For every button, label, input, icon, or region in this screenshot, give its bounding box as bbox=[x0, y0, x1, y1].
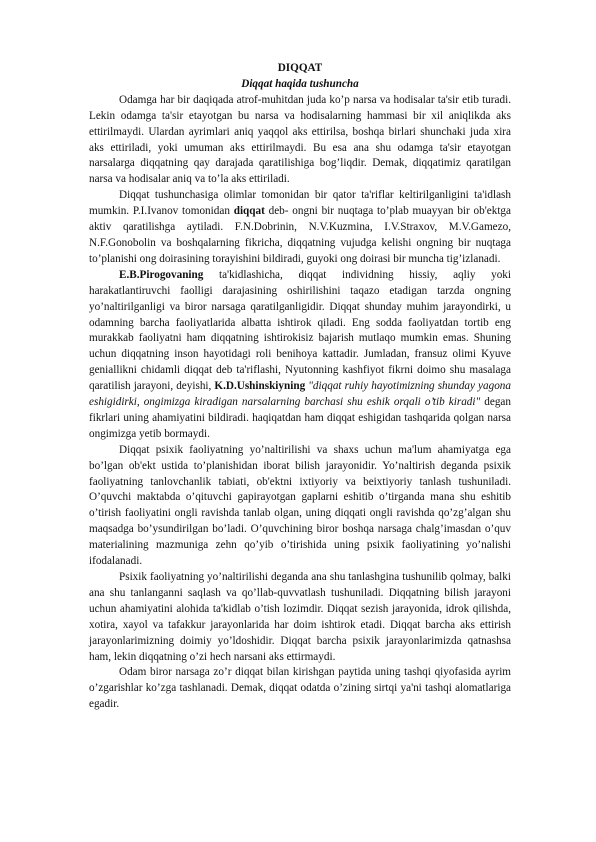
paragraph-1: Odamga har bir daqiqada atrof-muhitdan juda ko’p narsa va hodisalar ta'sir etib turadi. Lekin odamga ta'sir etayotgan bu narsa va hodisalarning hammasi bir xil aniqlikda aks ettirilmaydi. Ulardan ayrimlari aniq yaqqol aks ettirilsa, boshqa birlari shunchaki juda xira aks ettiriladi, yoki umuman aks ettirilmaydi. Bu esa ana shu odamga ta'sir etayotgan narsalarga diqqatning qay darajada qaratilishiga bog’liqdir. Demak, diqqatimiz qaratilgan narsa va hodisalar aniq va to’la aks ettiriladi. bbox=[89, 93, 511, 186]
paragraph-6: Odam biror narsaga zo’r diqqat bilan kirishgan paytida uning tashqi qiyofasida ayrim o’zgarishlar ko’zga tashlanadi. Demak, diqqat odatda o’zining sirtqi ya'ni tashqi alomatlariga egadir. bbox=[89, 666, 511, 711]
document-page bbox=[89, 61, 511, 713]
paragraph-2-text-a: Diqqat tushunchasiga olimlar tomonidan bir qator ta'riflar keltirilganligini ta'idlash mumkin. P.I.Ivanov tomonidan bbox=[89, 189, 511, 218]
paragraph-4: Diqqat psixik faoliyatning yo’naltirilishi va shaxs uchun ma'lum ahamiyatga ega bo’lgan ob'ekt ustida to’planishidan iborat bilish jarayonidir. Yo’naltirish deganda psixik faoliyatning tanlovchanlik tabiati, ob'ektni ixtiyoriy va beixtiyoriy tanlash tushuniladi. O’quvchi maktabda o’qituvchi gapirayotgan gaplarni eshitib o’tirganda mana shu eshitib o’tirish faoliyatini ongli ravishda tanlab olgan, uning diqqati ongli ravishda qo’zg’algan shu maqsadga bo’ysundirilgan bo’ladi. O’quvchining biror boshqa narsaga chalg’imasdan o’quv materialining mazmuniga zehn qo’yib o’tirishida uning psixik faoliyatining yo’nalishi ifodalanadi. bbox=[89, 443, 511, 568]
document-subtitle: Diqqat haqida tushuncha bbox=[241, 77, 359, 90]
paragraph-5: Psixik faoliyatning yo’naltirilishi deganda ana shu tanlashgina tushunilib qolmay, balki ana shu tanlanganni saqlash va qo’llab-quvvatlash tushuniladi. Diqqatning bilish jarayoni uchun ahamiyatini alohida ta'kidlab o’tish lozimdir. Diqqat sezish jarayonida, idrok qilishda, xotira, xayol va tafakkur jarayonlarida har doim ishtirok etadi. Diqqat barcha aks ettirish jarayonlarimizning doimiy yo’ldoshidir. Diqqat barcha psixik jarayonlarimizda qatnashsa ham, lekin diqqatning o’zi hech narsani aks ettirmaydi. bbox=[89, 571, 511, 663]
paragraph-2 bbox=[89, 188, 511, 268]
ushinskiy-quote: "diqqat ruhiy hayotimizning shunday yagona eshigidirki, ongimizga kiradigan narsalarning barchasi shu eshik orqali o’tib kiradi" bbox=[89, 380, 511, 409]
paragraph-3-text-b: degan fikrlari uning ahamiyatini bildiradi. haqiqatdan ham diqqat eshigidan tashqarida qolgan narsa ongimizga yetib bormaydi. bbox=[89, 396, 511, 440]
document-title: DIQQAT bbox=[277, 62, 323, 74]
paragraph-3-text-a: ta'kidlashicha, diqqat individning hissiy, aqliy yoki harakatlantiruvchi faolligi darajasining oshirilishini taqazo etadigan tarzda ongning yo’naltirilganligi va biror narsaga qaratilganligidir. Diqqat shunday muhim jarayondirki, u odamning barcha faoliyatlarida albatta ishtirok qiladi. Eng sodda faoliyatdan tortib eng murakkab faoliyatni ham diqqatning ishtirokisiz bajarish mutlaqo mumkin emas. Shuning uchun diqqatning inson hayotidagi roli benihoya kattadir. Jumladan, fransuz olimi Kyuve geniallikni chidamli diqqat deb ta'riflashi, Nyutonning kashfiyot fikrni doimo shu masalaga qaratilish jarayoni, deyishi, bbox=[89, 268, 511, 393]
author-pirogova: E.B.Pirogovaning bbox=[119, 268, 204, 281]
paragraph-2-text-b: deb- ongni bir nuqtaga to’plab muayyan bir ob'ektga aktiv qaratilishga aytiladi. F.N.Dobrinin, N.V.Kuzmina, I.V.Straxov, M.V.Gamezo, N.F.Gonobolin va boshqalarning fikricha, diqqatning vujudga kelishi ongning bir nuqtaga to’planishi ong doirasining torayishini bildiradi, guyoki ong doirasi bir muncha tig’izlanadi. bbox=[89, 205, 511, 265]
paragraph-2-term: diqqat bbox=[233, 205, 265, 218]
paragraph-3 bbox=[89, 268, 511, 443]
author-ushinskiy: K.D.Ushinskiyning bbox=[214, 380, 306, 393]
